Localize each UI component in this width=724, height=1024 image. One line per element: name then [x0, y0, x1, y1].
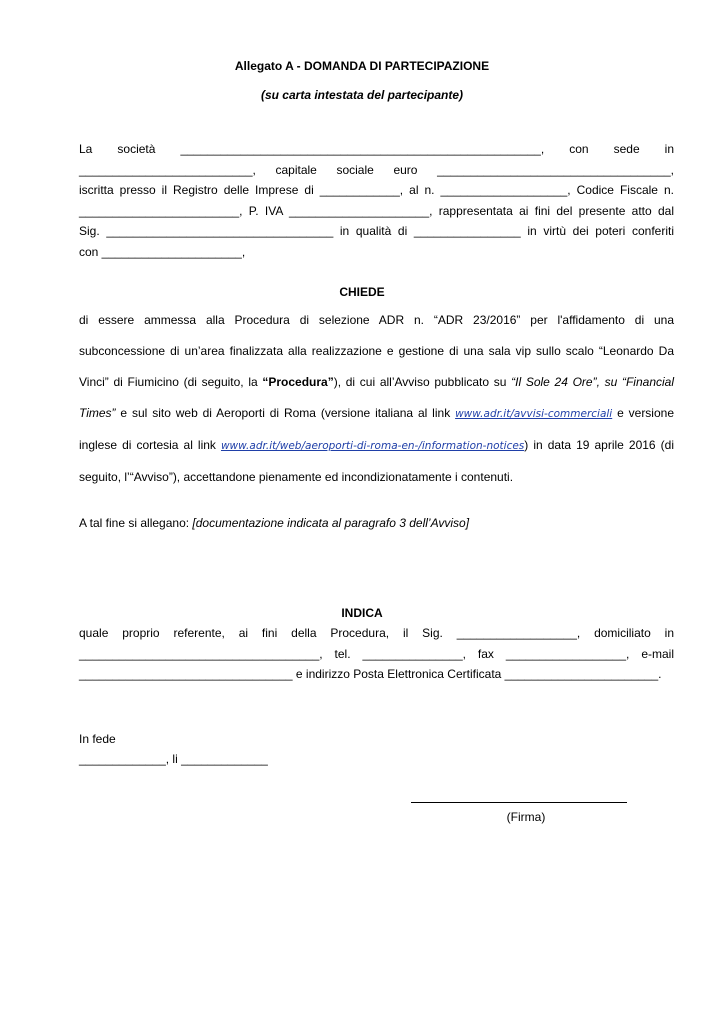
intro-paragraph [79, 139, 674, 262]
intro-line-6: con _____________________, [79, 244, 246, 259]
indica-heading: INDICA [341, 606, 383, 620]
chiede-line-4: Times” e sul sito web di Aeroporti di Roma (versione italiana al link www.adr.it/avvisi-commerciali e versione [79, 406, 674, 420]
intro-line-1: La società ______________________________________________________, con sede in [79, 142, 675, 156]
chiede-heading: CHIEDE [339, 285, 385, 299]
link-avvisi-commerciali[interactable]: www.adr.it/avvisi-commerciali [455, 408, 613, 420]
indica-line-2: ____________________________________, tel. _______________, fax __________________, e-mail [79, 646, 674, 661]
place-date-line: _____________, li _____________ [79, 752, 268, 766]
in-fede-label: In fede [79, 732, 116, 746]
intro-line-4: ________________________, P. IVA _____________________, rappresentata ai fini del presente atto dal [79, 203, 674, 218]
intro-line-2: __________________________, capitale sociale euro ___________________________________, [79, 162, 674, 177]
closing-block [79, 729, 268, 769]
indica-line-1: quale proprio referente, ai fini della Procedura, il Sig. __________________, domiciliato in [79, 626, 674, 640]
indica-paragraph [79, 623, 674, 685]
chiede-line-3: Vinci” di Fiumicino (di seguito, la “Procedura”), di cui all’Avviso pubblicato su “Il Sole 24 Ore”, su “Financial [79, 375, 675, 389]
chiede-line-2: subconcessione di un’area finalizzata alla realizzazione e gestione di una sala vip sullo scalo “Leonardo Da [79, 344, 674, 358]
allegano-line: A tal fine si allegano: [documentazione indicata al paragrafo 3 dell’Avviso] [79, 516, 470, 530]
firma-label: (Firma) [506, 810, 546, 824]
chiede-line-5: inglese di cortesia al link www.adr.it/web/aeroporti-di-roma-en-/information-notices) in data 19 aprile 2016 (di [79, 438, 674, 452]
chiede-line-6: seguito, l’“Avviso”), accettandone pienamente ed incondizionatamente i contenuti. [79, 470, 514, 484]
chiede-paragraph [79, 305, 674, 493]
document-title: Allegato A - DOMANDA DI PARTECIPAZIONE [234, 59, 490, 73]
document-subtitle: (su carta intestata del partecipante) [260, 88, 464, 102]
indica-line-3: ________________________________ e indirizzo Posta Elettronica Certificata _______________________. [79, 667, 662, 681]
link-information-notices[interactable]: www.adr.it/web/aeroporti-di-roma-en-/information-notices [220, 440, 525, 452]
intro-line-5: Sig. __________________________________ in qualità di ________________ in virtù dei poteri conferiti [79, 224, 674, 238]
chiede-line-1: di essere ammessa alla Procedura di selezione ADR n. “ADR 23/2016” per l'affidamento di una [79, 313, 674, 327]
intro-line-3: iscritta presso il Registro delle Imprese di ____________, al n. ___________________, Codice Fiscale n. [79, 183, 674, 197]
signature-line [411, 802, 627, 803]
